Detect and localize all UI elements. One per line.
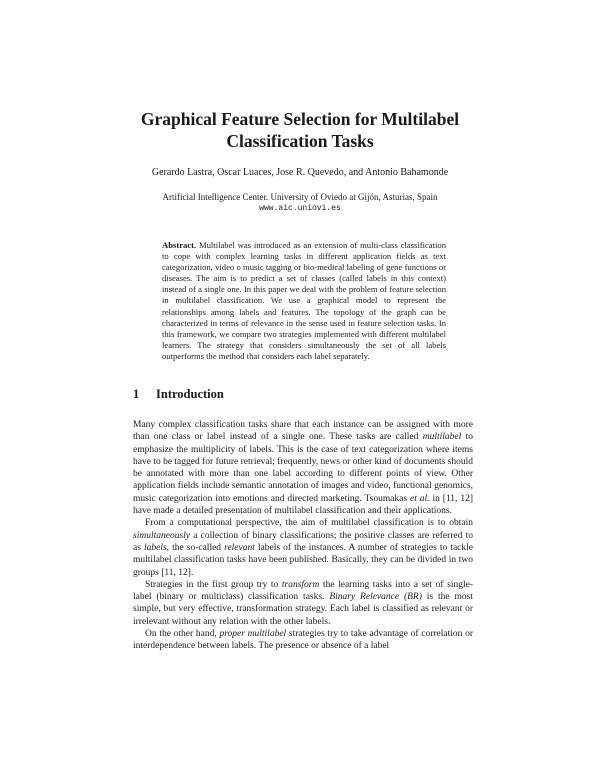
- text-run: Strategies in the first group try to: [145, 579, 282, 590]
- text-run: From a computational perspective, the aim of multilabel classification is to obtain: [145, 518, 473, 529]
- emphasis: relevant: [224, 542, 255, 553]
- emphasis: multilabel: [422, 432, 462, 443]
- paragraph-2: [133, 517, 473, 578]
- affiliation: Artificial Intelligence Center. University of Oviedo at Gijón, Asturias, Spain: [162, 192, 438, 202]
- emphasis: proper multilabel: [219, 629, 287, 640]
- section-number: 1: [133, 387, 140, 401]
- emphasis: simultaneously: [133, 530, 190, 541]
- section-heading-introduction: [133, 386, 473, 402]
- text-run: to emphasize the multiplicity of labels. This is the case of text categorization where items have to be tagged for future retrieval; frequently, news or other kind of documents should be annotated with more than one label according to different points of view. Other application fields include semantic annotation of images and video, functional genomics, music categorization into emotions and directed marketing. Tsoumakas: [133, 432, 473, 504]
- text-run: strategies try to take advantage of correlation or interdependence between labels. The presence or absence of a label: [133, 629, 473, 652]
- title-line-2: Classification Tasks: [226, 131, 374, 151]
- text-run: Many complex classification tasks share that each instance can be assigned with more than one class or label instead of a single one. These tasks are called: [133, 420, 473, 443]
- text-run: , the so-called: [166, 542, 225, 553]
- emphasis: transform: [281, 579, 320, 590]
- abstract: [162, 240, 446, 362]
- section-title: Introduction: [156, 387, 224, 401]
- text-run: On the other hand,: [145, 629, 220, 640]
- emphasis: labels: [143, 542, 167, 553]
- text-run: the learning tasks into a set of single-label (binary or multiclass) classification tasks.: [133, 579, 473, 603]
- emphasis: Binary Relevance (BR): [329, 592, 422, 603]
- paragraph-3: [133, 579, 473, 628]
- paper-title: [100, 108, 500, 152]
- text-run: labels of the instances. A number of strategies to tackle multilabel classification tasks have been published. Basically, they can be divided in two groups [11, 12].: [133, 542, 473, 578]
- author-list: Gerardo Lastra, Oscar Luaces, Jose R. Quevedo, and Antonio Bahamonde: [151, 167, 449, 178]
- paragraph-1: [133, 419, 473, 517]
- abstract-label: Abstract.: [162, 240, 197, 250]
- title-line-1: Graphical Feature Selection for Multilabel: [140, 109, 460, 129]
- paragraph-4: [133, 628, 473, 653]
- emphasis: et al.: [410, 493, 430, 504]
- affiliation-url: www.aic.uniovi.es: [259, 204, 341, 213]
- text-run: a collection of binary classifications; the positive classes are referred to as: [133, 530, 473, 553]
- text-run: in [11, 12] have made a detailed presentation of multilabel classification and their applications.: [133, 493, 473, 517]
- abstract-text: Multilabel was introduced as an extension of multi-class classification to cope with complex learning tasks in different application fields as text categorization, video o music tagging or bio-medical labeling of gene functions or diseases. The aim is to predict a set of classes (called labels in this context) instead of a single one. In this paper we deal with the problem of feature selection in multilabel classification. We use a graphical model to represent the relationships among labels and features. The topology of the graph can be characterized in terms of relevance in the sense used in feature selection tasks. In this framework, we compare two strategies implemented with different multilabel learners. The strategy that considers simultaneously the set of all labels outperforms the method that considers each label separately.: [162, 240, 446, 361]
- text-run: is the most simple, but very effective, transformation strategy. Each label is classified as relevant or irrelevant without any relation with the other labels.: [133, 592, 473, 627]
- introduction-body: [133, 419, 473, 653]
